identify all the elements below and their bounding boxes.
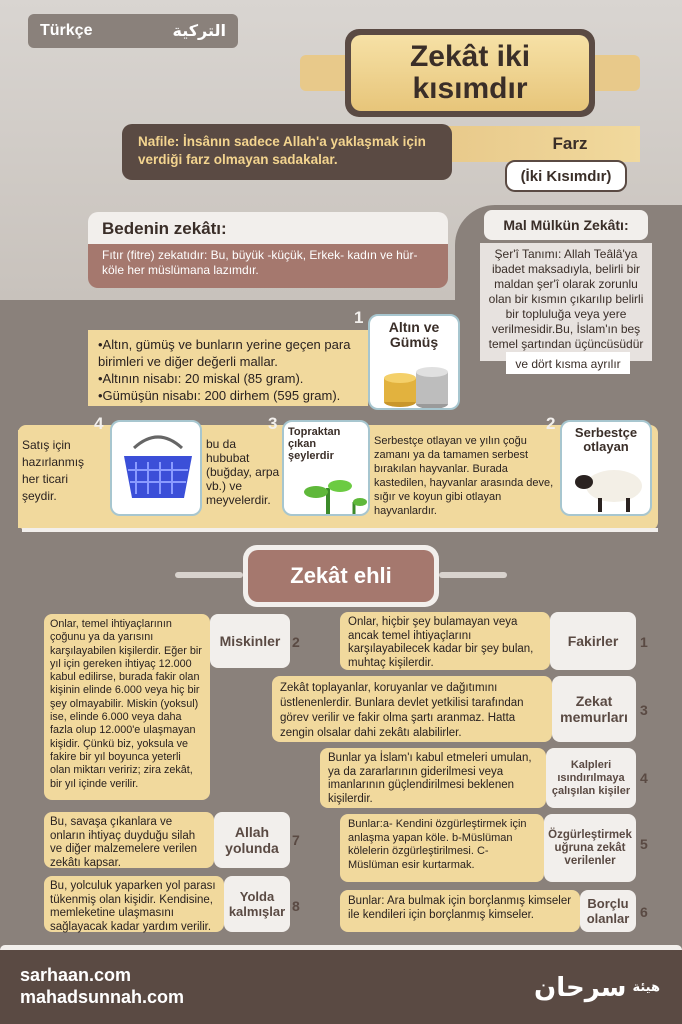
ehli-text-6: Bunlar: Ara bulmak için borçlanmış kimseler ile kendileri için borçlanmış kimseler.: [348, 895, 572, 921]
ehli-item-5: [340, 814, 544, 882]
page-title: [351, 35, 589, 111]
ehli-num-6: 6: [640, 904, 648, 920]
ehli-text-5: Bunlar:a- Kendini özgürleştirmek için anlaşma yapan köle. b-Müslüman kölelerin özgürleştirilmesi. C-Müslüman esir kurtarmak.: [348, 818, 527, 871]
title-frame: [345, 29, 595, 117]
sheep-icon: [562, 454, 652, 516]
iki-kisim-badge: (İki Kısımdır): [505, 160, 627, 192]
toprak-title: Topraktan çıkan şeylerdir: [288, 426, 341, 462]
ehli-num-1: 1: [640, 634, 648, 650]
title-line-1: Zekât iki: [409, 40, 531, 73]
mal-foot: ve dört kısma ayrılır: [506, 352, 630, 374]
serbest-card: [560, 420, 652, 516]
ornament-right: [439, 572, 507, 578]
altin-text-box: [88, 330, 368, 406]
serbest-number: 2: [546, 414, 556, 433]
ehli-num-3: 3: [640, 702, 648, 718]
beden-text: Fıtır (fitre) zekatıdır: Bu, büyük -küçük, Erkek- kadın ve hür- köle her müslümana lazımdır.: [88, 244, 448, 288]
toprak-text: bu da hububat (buğday, arpa vb.) ve meyvelerdir.: [206, 437, 280, 507]
serbest-title: Serbestçe otlayan: [574, 425, 638, 454]
ehli-num-7: 7: [292, 832, 300, 848]
language-bar: [28, 14, 238, 48]
ehli-item-1: [340, 612, 550, 670]
ehli-text-7: Bu, savaşa çıkanlara ve onların ihtiyaç duyduğu silah ve diğer malzemelere verilen zekâtı kapsar.: [50, 816, 198, 869]
coins-icon: [370, 350, 460, 410]
ehli-num-8: 8: [292, 898, 300, 914]
ornament-left: [175, 572, 243, 578]
ehli-label-7: Allah yolunda: [214, 812, 290, 868]
plant-icon: [284, 462, 370, 516]
logo-text: سرحان: [534, 971, 627, 1002]
ehli-frame: [243, 545, 439, 607]
altin-text-3: •Gümüşün nisabı: 200 dirhem (595 gram).: [98, 388, 341, 403]
serbest-text: Serbestçe otlayan ve yılın çoğu zamanı ya da tamamen serbest bırakılan hayvanlar. Burada kastedilen, hayvanlar arasında deve, sığır ve koyun gibi otlayan hayvanlardır.: [374, 435, 554, 517]
farz-band: [440, 126, 640, 162]
ehli-title: Zekât ehli: [248, 550, 434, 602]
ehli-item-7: [44, 812, 214, 868]
ehli-text-3: Zekât toplayanlar, koruyanlar ve dağıtımını üstlenenlerdir. Bunlara devlet yetkilisi tarafından görev verilir ve fakir olma şartı aranmaz. Hatta zengin olsalar dahi zekâtı alabilirler.: [280, 682, 524, 739]
lang-arabic: التركية: [172, 23, 226, 40]
farz-label: Farz: [552, 134, 588, 153]
ehli-label-2: Miskinler: [210, 614, 290, 668]
altin-text-2: •Altının nisabı: 20 miskal (85 gram).: [98, 371, 304, 386]
ehli-label-4: Kalpleri ısındırılmaya çalışılan kişiler: [546, 748, 636, 808]
ehli-text-4: Bunlar ya İslam'ı kabul etmeleri umulan, ya da zararlarının giderilmesi veya imanlarının güçlendirilmesi beklenen kişilerdir.: [328, 752, 532, 805]
section-divider: [22, 528, 658, 532]
ehli-label-3: Zekat memurları: [552, 676, 636, 742]
mal-text: Şer'î Tanımı: Allah Teâlâ'ya ibadet maksadıyla, belirli bir maldan şer'î olarak zorunlu olan bir kısmın çıkarılıp belirli bir topluluğa veya yere verilmesidir.Bu, İslam'ın beş temel şartından üçüncüsüdür: [480, 243, 652, 361]
ehli-num-4: 4: [640, 770, 648, 786]
title-line-2: kısımdır: [412, 72, 528, 105]
altin-text-1: •Altın, gümüş ve bunların yerine geçen para birimleri ve diğer değerli mallar.: [98, 337, 351, 369]
mal-title: Mal Mülkün Zekâtı:: [484, 210, 648, 240]
satis-text: Satış için hazırlanmış her ticari şeydir.: [22, 438, 85, 503]
ehli-label-1: Fakirler: [550, 612, 636, 670]
ehli-text-2: Onlar, temel ihtiyaçlarının çoğunu ya da yarısını karşılayabilen kişilerdir. Eğer bir yıl için gereken ihtiyaç 12.000 kabul edilirse, burada fakir olan kişinin elinde 6.000 veya hiç bir şey olmayabilir. Miskin (yoksul) ise, elinde 6.000 veya daha fazla olup 12.000'e ulaşmayan kişidir. Çünkü biz, yoksula ve fakire bir yıl boyunca yeterli olan miktarı veririz; zira zekât, bir yıl içinde verilir.: [50, 618, 202, 790]
nafile-box: Nafile: İnsânın sadece Allah'a yaklaşmak için verdiği farz olmayan sadakalar.: [122, 124, 452, 180]
altin-card: [368, 314, 460, 410]
ehli-num-5: 5: [640, 836, 648, 852]
altin-title: Altın ve Gümüş: [388, 319, 440, 350]
lang-turkish: Türkçe: [40, 22, 93, 39]
ehli-label-8: Yolda kalmışlar: [224, 876, 290, 932]
satis-card: [110, 420, 202, 516]
site-link-1[interactable]: sarhaan.com: [20, 965, 132, 985]
footer-sites: [20, 964, 184, 1008]
ehli-item-4: [320, 748, 546, 808]
toprak-number: 3: [268, 414, 278, 433]
ehli-label-6: Borçlu olanlar: [580, 890, 636, 932]
ehli-item-6: [340, 890, 580, 932]
ehli-item-2: [44, 614, 210, 800]
ehli-label-5: Özgürleştirmek uğruna zekât verilenler: [544, 814, 636, 882]
footer: [0, 950, 682, 1024]
ehli-text-8: Bu, yolculuk yaparken yol parası tükenmiş olan kişidir. Kendisine, memleketine ulaşmasını sağlayacak kadar yardım verilir.: [50, 880, 216, 933]
toprak-card: [282, 420, 370, 516]
ehli-item-8: [44, 876, 224, 932]
site-link-2[interactable]: mahadsunnah.com: [20, 987, 185, 1007]
altin-number: 1: [354, 308, 364, 327]
satis-number: 4: [94, 414, 104, 433]
beden-title: Bedenin zekâtı:: [88, 212, 448, 244]
ehli-banner: [175, 545, 507, 607]
ehli-text-1: Onlar, hiçbir şey bulamayan veya ancak temel ihtiyaçlarını karşılayabilecek kadar bir şey bulan, muhtaç kişilerdir.: [348, 616, 534, 669]
ehli-item-3: [272, 676, 552, 742]
logo: [510, 962, 660, 1012]
title-banner: [300, 25, 640, 120]
basket-icon: [112, 422, 202, 514]
ehli-num-2: 2: [292, 634, 300, 650]
logo-small-text: هيئة: [632, 979, 660, 994]
